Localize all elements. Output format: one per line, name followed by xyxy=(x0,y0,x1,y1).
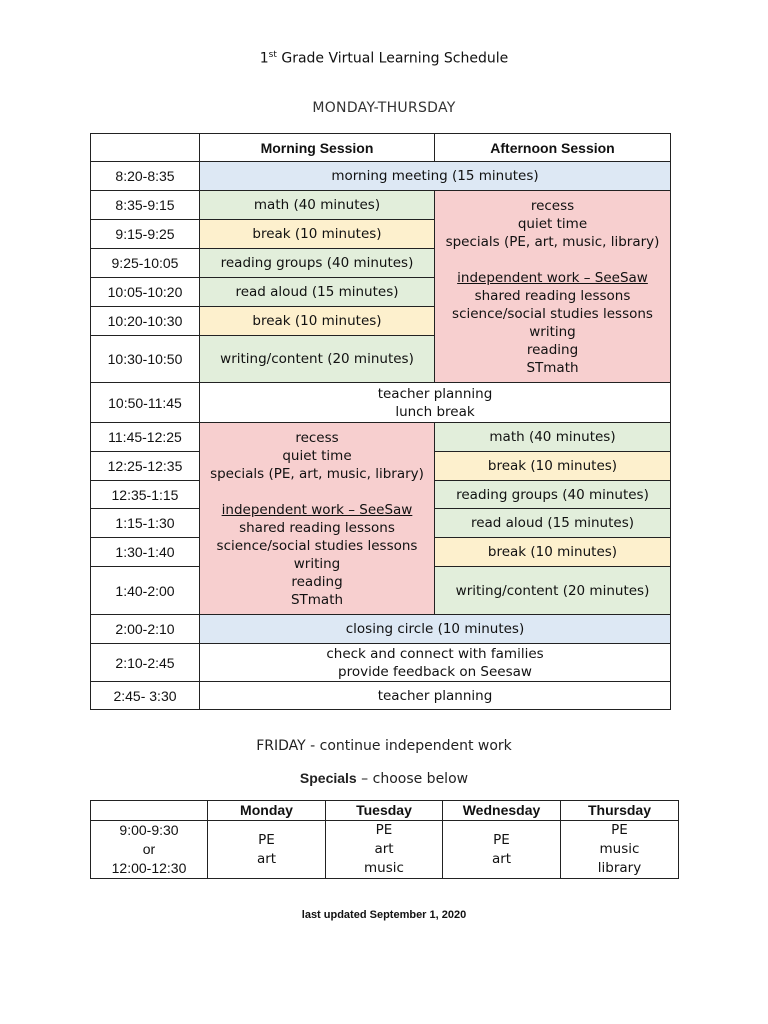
time-cell: 1:30-1:40 xyxy=(91,538,200,567)
morning-meeting-cell: morning meeting (15 minutes) xyxy=(200,162,671,191)
writing-content-cell: writing/content (20 minutes) xyxy=(200,336,435,383)
time-cell: 2:00-2:10 xyxy=(91,615,200,644)
specials-header-tuesday: Tuesday xyxy=(326,801,443,821)
time-cell: 10:30-10:50 xyxy=(91,336,200,383)
specials-monday-cell xyxy=(208,821,326,879)
time-cell: 11:45-12:25 xyxy=(91,423,200,452)
table-row xyxy=(91,423,671,452)
time-cell: 10:05-10:20 xyxy=(91,278,200,307)
cell-line: art xyxy=(256,850,277,867)
table-header-row xyxy=(91,134,671,162)
time-cell: 1:40-2:00 xyxy=(91,567,200,615)
math-cell: math (40 minutes) xyxy=(200,191,435,220)
teacher-planning-cell: teacher planning xyxy=(200,682,671,710)
title-ordinal: st xyxy=(268,50,277,60)
monday-thursday-heading: MONDAY-THURSDAY xyxy=(312,100,456,116)
page-title xyxy=(0,50,768,67)
afternoon-independent-block xyxy=(435,191,671,383)
break-cell: break (10 minutes) xyxy=(200,307,435,336)
writing-content-cell: writing/content (20 minutes) xyxy=(435,567,671,615)
break-cell: break (10 minutes) xyxy=(435,452,671,481)
table-row xyxy=(91,383,671,423)
table-row xyxy=(91,615,671,644)
table-row xyxy=(91,191,671,220)
block-line: quiet time xyxy=(282,447,352,464)
time-cell: 10:50-11:45 xyxy=(91,383,200,423)
cell-line: library xyxy=(597,860,642,876)
specials-row xyxy=(91,821,679,879)
cell-line: 9:00-9:30 xyxy=(119,822,179,838)
cell-line: PE xyxy=(611,822,628,838)
specials-table xyxy=(90,800,679,879)
block-line: reading xyxy=(291,573,343,590)
block-line: shared reading lessons xyxy=(239,519,395,536)
table-row xyxy=(91,682,671,710)
block-line: writing xyxy=(293,555,341,572)
specials-thursday-cell xyxy=(561,821,679,879)
time-cell: 1:15-1:30 xyxy=(91,509,200,538)
cell-line: 12:00-12:30 xyxy=(111,860,187,876)
cell-line: PE xyxy=(258,831,275,848)
specials-tuesday-cell xyxy=(326,821,443,879)
time-cell: 12:25-12:35 xyxy=(91,452,200,481)
time-cell: 2:10-2:45 xyxy=(91,644,200,682)
morning-independent-block xyxy=(200,423,435,615)
break-cell: break (10 minutes) xyxy=(200,220,435,249)
cell-line: check and connect with families xyxy=(326,645,544,662)
closing-circle-cell: closing circle (10 minutes) xyxy=(200,615,671,644)
cell-line: provide feedback on Seesaw xyxy=(338,663,532,680)
specials-rest: – choose below xyxy=(356,771,469,787)
reading-groups-cell: reading groups (40 minutes) xyxy=(200,249,435,278)
table-row xyxy=(91,162,671,191)
reading-groups-cell: reading groups (40 minutes) xyxy=(435,481,671,509)
block-line: specials (PE, art, music, library) xyxy=(210,465,424,482)
specials-header-wednesday: Wednesday xyxy=(443,801,561,821)
specials-header-row xyxy=(91,801,679,821)
read-aloud-cell: read aloud (15 minutes) xyxy=(200,278,435,307)
read-aloud-cell: read aloud (15 minutes) xyxy=(435,509,671,538)
cell-line: art xyxy=(491,850,512,867)
specials-header-monday: Monday xyxy=(208,801,326,821)
block-line: STmath xyxy=(290,591,344,608)
check-connect-cell xyxy=(200,644,671,682)
table-row xyxy=(91,644,671,682)
block-line: specials (PE, art, music, library) xyxy=(445,233,660,250)
time-cell: 2:45- 3:30 xyxy=(91,682,200,710)
break-cell: break (10 minutes) xyxy=(435,538,671,567)
specials-heading xyxy=(0,770,768,787)
time-cell: 9:15-9:25 xyxy=(91,220,200,249)
block-line: recess xyxy=(295,429,339,446)
time-cell: 8:20-8:35 xyxy=(91,162,200,191)
block-line: science/social studies lessons xyxy=(452,305,653,322)
block-line: recess xyxy=(530,197,575,214)
cell-line: PE xyxy=(493,831,510,848)
time-cell: 12:35-1:15 xyxy=(91,481,200,509)
header-afternoon-session: Afternoon Session xyxy=(435,134,671,162)
cell-line: teacher planning xyxy=(377,385,493,402)
cell-line: lunch break xyxy=(395,403,475,420)
friday-note: FRIDAY - continue independent work xyxy=(256,738,512,754)
block-line-underlined: independent work – SeeSaw xyxy=(457,269,648,286)
header-empty xyxy=(91,134,200,162)
specials-time-cell xyxy=(91,821,208,879)
block-line: science/social studies lessons xyxy=(216,537,418,554)
block-line: writing xyxy=(529,323,576,340)
last-updated-note: last updated September 1, 2020 xyxy=(301,909,467,921)
block-line: shared reading lessons xyxy=(474,287,631,304)
block-line: reading xyxy=(526,341,579,358)
time-cell: 10:20-10:30 xyxy=(91,307,200,336)
teacher-planning-lunch-cell xyxy=(200,383,671,423)
time-cell: 8:35-9:15 xyxy=(91,191,200,220)
math-cell: math (40 minutes) xyxy=(435,423,671,452)
title-text: Grade Virtual Learning Schedule xyxy=(276,50,509,67)
cell-line: art xyxy=(374,841,394,857)
title-grade-number: 1 xyxy=(259,50,269,67)
block-line-underlined: independent work – SeeSaw xyxy=(221,501,413,518)
specials-header-empty xyxy=(91,801,208,821)
specials-header-thursday: Thursday xyxy=(561,801,679,821)
cell-line: or xyxy=(142,841,156,857)
block-line: quiet time xyxy=(517,215,588,232)
schedule-table xyxy=(90,133,671,710)
time-cell: 9:25-10:05 xyxy=(91,249,200,278)
cell-line: music xyxy=(364,860,404,876)
specials-bold-label: Specials xyxy=(299,770,357,786)
cell-line: PE xyxy=(375,822,393,838)
cell-line: music xyxy=(599,841,640,857)
header-morning-session: Morning Session xyxy=(200,134,435,162)
block-line: STmath xyxy=(526,359,579,376)
specials-wednesday-cell xyxy=(443,821,561,879)
